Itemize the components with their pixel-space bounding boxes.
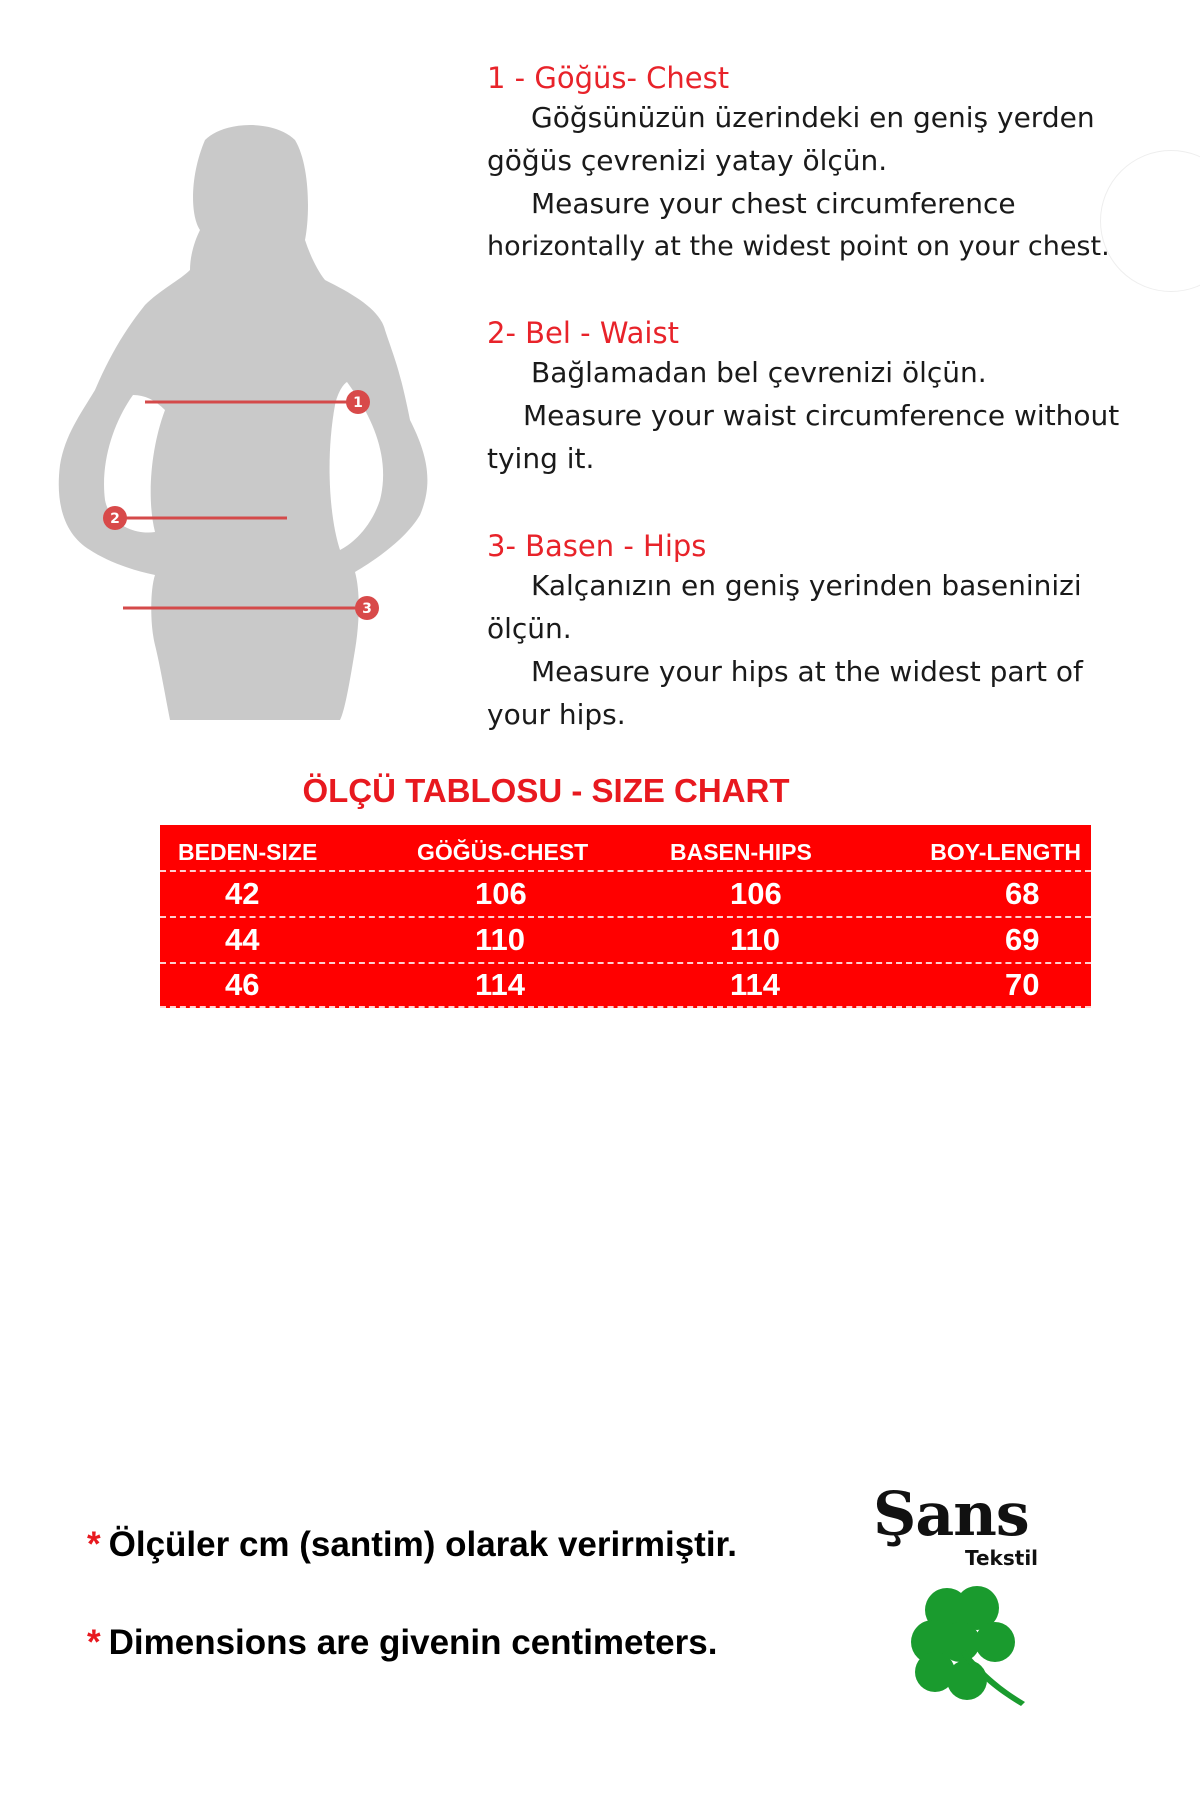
hips-instructions [487,528,1167,736]
logo-subtitle: Tekstil [965,1546,1039,1570]
cell-size: 42 [225,876,260,911]
chest-line-1: Göğsünüzün üzerindeki en geniş yerden [531,101,1095,134]
waist-line-1: Bağlamadan bel çevrenizi ölçün. [531,356,987,389]
note-text: Dimensions are givenin centimeters. [108,1623,718,1662]
note-text: Ölçüler cm (santim) olarak verirmiştir. [108,1525,737,1564]
header-chest: GÖĞÜS-CHEST [417,839,589,865]
hips-line-4: your hips. [487,698,626,731]
clover-icon [905,1580,1035,1710]
note-star: * [87,1623,101,1662]
hips-line-1: Kalçanızın en geniş yerinden baseninizi [531,569,1082,602]
cell-size: 44 [225,922,260,957]
chest-line-2: göğüs çevrenizi yatay ölçün. [487,144,888,177]
cell-chest: 106 [475,876,527,911]
cell-hips: 106 [730,876,782,911]
size-chart-title: ÖLÇÜ TABLOSU - SIZE CHART [302,772,790,809]
table-header-row [160,825,1091,870]
cell-length: 70 [1005,967,1040,1002]
header-hips: BASEN-HIPS [670,839,812,865]
cell-size: 46 [225,967,260,1002]
waist-title: 2- Bel - Waist [487,316,679,350]
table-row [160,962,1091,1008]
table-row [160,870,1091,916]
cell-chest: 110 [475,922,526,957]
cell-hips: 110 [730,922,781,957]
note-units-turkish [87,1525,737,1565]
silhouette [59,125,428,720]
hips-line-2: ölçün. [487,612,572,645]
waist-instructions [487,315,1167,480]
chest-instructions [487,60,1167,268]
cell-chest: 114 [475,967,526,1002]
cell-length: 68 [1005,876,1040,911]
table-row [160,916,1091,962]
size-chart-table [160,825,1091,1008]
chest-line-4: horizontally at the widest point on your chest. [487,231,1110,262]
hips-line-3: Measure your hips at the widest part of [531,655,1083,688]
waist-marker-label: 2 [110,511,120,527]
chest-line-3: Measure your chest circumference [531,187,1016,220]
brand-logo [865,1480,1065,1730]
body-silhouette-figure [55,120,455,720]
header-size: BEDEN-SIZE [178,839,318,865]
cell-hips: 114 [730,967,781,1002]
waist-line-2: Measure your waist circumference without [523,399,1120,432]
chest-marker-label: 1 [353,395,363,411]
logo-name: Şans [873,1480,1029,1550]
hips-marker-label: 3 [362,601,372,617]
waist-line-3: tying it. [487,442,595,475]
chest-title: 1 - Göğüs- Chest [487,61,730,95]
cell-length: 69 [1005,922,1040,957]
header-length: BOY-LENGTH [930,839,1081,865]
note-units-english [87,1623,717,1663]
note-star: * [87,1525,101,1564]
hips-title: 3- Basen - Hips [487,529,707,563]
